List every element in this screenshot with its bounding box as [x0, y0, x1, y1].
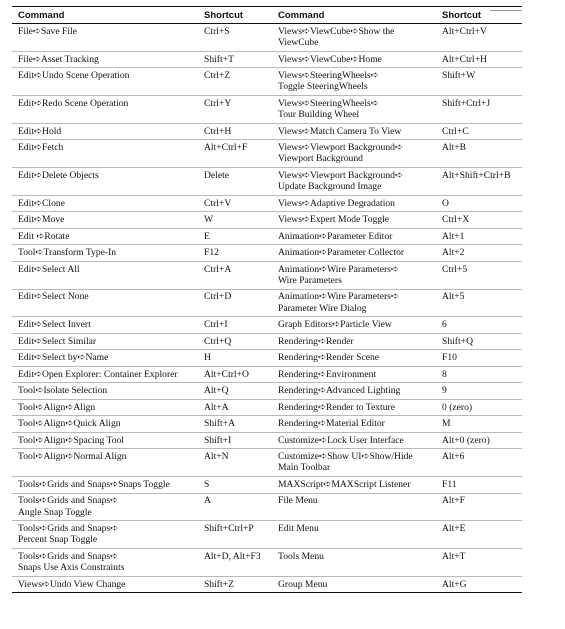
shortcut-cell — [198, 399, 272, 415]
cell-text: MAXScript➪MAXScript Listener — [278, 478, 411, 490]
table-row — [12, 24, 522, 52]
command-cell — [272, 140, 436, 168]
shortcut-cell — [436, 449, 522, 477]
command-cell — [12, 228, 198, 244]
cell-text: Views➪Adaptive Degradation — [278, 197, 395, 209]
command-cell — [12, 24, 198, 52]
cell-text: Alt+Q — [204, 385, 229, 397]
cell-text: Views➪SteeringWheels➪ — [278, 70, 379, 82]
table-row — [12, 212, 522, 228]
cell-text: Views➪ViewCube➪Home — [278, 53, 382, 65]
cell-text: Shift+T — [204, 53, 234, 65]
cell-text: Angle Snap Toggle — [18, 506, 92, 518]
shortcut-cell — [436, 51, 522, 67]
table-row — [12, 261, 522, 289]
shortcut-cell — [436, 68, 522, 96]
table-row — [12, 521, 522, 549]
cell-text: Views➪Viewport Background➪ — [278, 142, 403, 154]
cell-text: O — [442, 197, 449, 209]
cell-text: Views➪SteeringWheels➪ — [278, 97, 379, 109]
command-cell — [272, 289, 436, 317]
command-cell — [272, 383, 436, 399]
command-cell — [272, 123, 436, 139]
shortcut-table — [12, 6, 522, 593]
shortcut-cell — [436, 289, 522, 317]
shortcut-cell — [198, 549, 272, 577]
command-cell — [12, 399, 198, 415]
cell-text: Tool➪Align➪Spacing Tool — [18, 434, 124, 446]
shortcut-cell — [436, 399, 522, 415]
cell-text: Edit➪Select Similar — [18, 335, 97, 347]
cell-text: Ctrl+Y — [204, 97, 232, 109]
shortcut-cell — [436, 168, 522, 196]
shortcut-cell — [436, 123, 522, 139]
command-cell — [12, 123, 198, 139]
table-row — [12, 140, 522, 168]
table-row — [12, 383, 522, 399]
command-cell — [12, 261, 198, 289]
cell-text: Parameter Wire Dialog — [278, 302, 367, 314]
cell-text: Alt+Ctrl+O — [204, 368, 249, 380]
cell-text: Edit➪Select Invert — [18, 319, 91, 331]
table-row — [12, 168, 522, 196]
table-row — [12, 51, 522, 67]
cell-text: Rendering➪Render Scene — [278, 352, 380, 364]
shortcut-cell — [436, 212, 522, 228]
cell-text: ViewCube — [278, 37, 319, 49]
cell-text: Update Background Image — [278, 181, 382, 193]
shortcut-cell — [198, 168, 272, 196]
cell-text: Alt+B — [442, 142, 467, 154]
shortcut-cell — [198, 317, 272, 333]
cell-text: S — [204, 478, 210, 490]
table-row — [12, 416, 522, 432]
cell-text: Tool➪Align➪Quick Align — [18, 418, 121, 430]
shortcut-cell — [198, 383, 272, 399]
cell-text: Alt+2 — [442, 247, 465, 259]
shortcut-cell — [198, 477, 272, 493]
shortcut-cell — [436, 416, 522, 432]
cell-text: Views➪Expert Mode Toggle — [278, 214, 390, 226]
cell-text: Delete — [204, 169, 230, 181]
table-row — [12, 449, 522, 477]
shortcut-cell — [198, 212, 272, 228]
shortcut-cell — [198, 195, 272, 211]
command-cell — [272, 24, 436, 52]
command-cell — [272, 576, 436, 592]
command-cell — [12, 432, 198, 448]
shortcut-cell — [198, 245, 272, 261]
cell-text: Shift+I — [204, 434, 232, 446]
cell-text: Alt+D, Alt+F3 — [204, 550, 261, 562]
cell-text: Edit➪Redo Scene Operation — [18, 97, 129, 109]
cell-text: Views➪ViewCube➪Show the — [278, 25, 395, 37]
cell-text: Alt+Ctrl+F — [204, 142, 248, 154]
table-row — [12, 123, 522, 139]
table-row — [12, 96, 522, 124]
command-cell — [12, 549, 198, 577]
table-row — [12, 549, 522, 577]
shortcut-cell — [436, 333, 522, 349]
cell-text: Ctrl+H — [204, 125, 232, 137]
table-body — [12, 24, 522, 593]
command-cell — [12, 576, 198, 592]
shortcut-cell — [436, 432, 522, 448]
cell-text: File➪Asset Tracking — [18, 53, 99, 65]
shortcut-cell — [198, 96, 272, 124]
cell-text: Alt+Ctrl+V — [442, 25, 487, 37]
shortcut-cell — [436, 366, 522, 382]
shortcut-cell — [198, 140, 272, 168]
command-cell — [272, 51, 436, 67]
cell-text: 9 — [442, 385, 447, 397]
cell-text: Alt+Shift+Ctrl+B — [442, 169, 511, 181]
shortcut-cell — [198, 449, 272, 477]
cell-text: W — [204, 214, 214, 226]
shortcut-cell — [198, 24, 272, 52]
cell-text: Ctrl+S — [204, 25, 230, 37]
command-cell — [272, 350, 436, 366]
cell-text: F11 — [442, 478, 457, 490]
shortcut-cell — [198, 51, 272, 67]
command-cell — [272, 245, 436, 261]
cell-text: 8 — [442, 368, 447, 380]
command-cell — [12, 51, 198, 67]
cell-text: Alt+T — [442, 550, 466, 562]
cell-text: Edit Menu — [278, 523, 319, 535]
cell-text: Graph Editors➪Particle View — [278, 319, 392, 331]
cell-text: Tool➪Isolate Selection — [18, 385, 108, 397]
command-cell — [272, 493, 436, 521]
command-column-header: Command — [272, 7, 436, 24]
command-cell — [272, 96, 436, 124]
cell-text: Ctrl+Q — [204, 335, 232, 347]
shortcut-cell — [436, 195, 522, 211]
cell-text: F12 — [204, 247, 219, 259]
shortcut-cell — [436, 576, 522, 592]
command-cell — [272, 68, 436, 96]
table-row — [12, 195, 522, 211]
command-cell — [272, 432, 436, 448]
shortcut-cell — [198, 333, 272, 349]
shortcut-cell — [198, 350, 272, 366]
table-row — [12, 576, 522, 592]
command-cell — [272, 477, 436, 493]
cell-text: Rendering➪Render to Texture — [278, 401, 395, 413]
command-cell — [12, 416, 198, 432]
shortcut-cell — [436, 245, 522, 261]
command-cell — [12, 521, 198, 549]
command-cell — [12, 383, 198, 399]
command-cell — [272, 366, 436, 382]
cell-text: File➪Save File — [18, 25, 77, 37]
shortcut-table-container — [12, 6, 522, 593]
cell-text: Wire Parameters — [278, 274, 342, 286]
cell-text: Rendering➪Material Editor — [278, 418, 385, 430]
command-cell — [12, 449, 198, 477]
table-row — [12, 399, 522, 415]
shortcut-cell — [198, 521, 272, 549]
table-row — [12, 228, 522, 244]
cell-text: Tool➪Align➪Normal Align — [18, 451, 127, 463]
shortcut-cell — [436, 521, 522, 549]
cell-text: Views➪Match Camera To View — [278, 125, 402, 137]
shortcut-column-header: Shortcut — [436, 7, 522, 24]
table-row — [12, 432, 522, 448]
command-cell — [12, 212, 198, 228]
cell-text: Ctrl+C — [442, 125, 469, 137]
command-cell — [272, 416, 436, 432]
cell-text: A — [204, 495, 211, 507]
cell-text: Alt+1 — [442, 230, 465, 242]
shortcut-cell — [198, 576, 272, 592]
table-row — [12, 289, 522, 317]
top-rule-extension — [490, 10, 522, 11]
shortcut-cell — [436, 493, 522, 521]
table-row — [12, 477, 522, 493]
cell-text: Rendering➪Render — [278, 335, 354, 347]
table-row — [12, 366, 522, 382]
table-header — [12, 7, 522, 24]
cell-text: Edit➪Undo Scene Operation — [18, 70, 130, 82]
command-cell — [272, 521, 436, 549]
table-row — [12, 350, 522, 366]
shortcut-cell — [436, 317, 522, 333]
cell-text: Tools➪Grids and Snaps➪Snaps Toggle — [18, 478, 170, 490]
cell-text: Customize➪Show UI➪Show/Hide — [278, 451, 413, 463]
cell-text: Ctrl+V — [204, 197, 232, 209]
command-cell — [272, 195, 436, 211]
cell-text: Shift+Ctrl+P — [204, 523, 254, 535]
cell-text: Animation➪Parameter Editor — [278, 230, 393, 242]
cell-text: Alt+E — [442, 523, 466, 535]
cell-text: E — [204, 230, 210, 242]
cell-text: Ctrl+A — [204, 263, 232, 275]
command-cell — [12, 493, 198, 521]
cell-text: Alt+F — [442, 495, 466, 507]
shortcut-cell — [436, 350, 522, 366]
command-cell — [12, 366, 198, 382]
command-cell — [12, 317, 198, 333]
cell-text: Rendering➪Environment — [278, 368, 377, 380]
cell-text: Alt+N — [204, 451, 229, 463]
cell-text: Alt+Ctrl+H — [442, 53, 487, 65]
shortcut-cell — [198, 432, 272, 448]
cell-text: Edit➪Clone — [18, 197, 65, 209]
cell-text: Percent Snap Toggle — [18, 534, 98, 546]
cell-text: Ctrl+X — [442, 214, 470, 226]
cell-text: Animation➪Wire Parameters➪ — [278, 263, 399, 275]
cell-text: Shift+Q — [442, 335, 473, 347]
shortcut-cell — [436, 261, 522, 289]
shortcut-cell — [198, 261, 272, 289]
table-row — [12, 68, 522, 96]
table-row — [12, 493, 522, 521]
command-cell — [12, 68, 198, 96]
shortcut-cell — [198, 68, 272, 96]
cell-text: Shift+A — [204, 418, 235, 430]
cell-text: M — [442, 418, 451, 430]
cell-text: Tools➪Grids and Snaps➪ — [18, 550, 119, 562]
cell-text: Tour Building Wheel — [278, 109, 360, 121]
shortcut-cell — [436, 477, 522, 493]
cell-text: Edit ➪Rotate — [18, 230, 70, 242]
cell-text: Edit➪Select All — [18, 263, 80, 275]
command-cell — [272, 212, 436, 228]
command-cell — [12, 333, 198, 349]
command-cell — [12, 168, 198, 196]
cell-text: Animation➪Wire Parameters➪ — [278, 291, 399, 303]
cell-text: Views➪Undo View Change — [18, 578, 126, 590]
command-cell — [272, 168, 436, 196]
header-row — [12, 7, 522, 24]
command-cell — [12, 477, 198, 493]
shortcut-cell — [436, 140, 522, 168]
cell-text: Ctrl+5 — [442, 263, 468, 275]
cell-text: Viewport Background — [278, 153, 363, 165]
cell-text: Animation➪Parameter Collector — [278, 247, 405, 259]
table-row — [12, 245, 522, 261]
table-row — [12, 333, 522, 349]
cell-text: Main Toolbar — [278, 462, 331, 474]
cell-text: Toggle SteeringWheels — [278, 81, 368, 93]
cell-text: File Menu — [278, 495, 318, 507]
cell-text: Alt+5 — [442, 291, 465, 303]
shortcut-cell — [436, 24, 522, 52]
shortcut-cell — [436, 383, 522, 399]
command-cell — [12, 195, 198, 211]
cell-text: Alt+A — [204, 401, 229, 413]
cell-text: Alt+6 — [442, 451, 465, 463]
cell-text: Alt+G — [442, 578, 467, 590]
cell-text: Ctrl+D — [204, 291, 232, 303]
cell-text: Edit➪Hold — [18, 125, 62, 137]
cell-text: Snaps Use Axis Constraints — [18, 562, 125, 574]
shortcut-column-header: Shortcut — [198, 7, 272, 24]
cell-text: Group Menu — [278, 578, 328, 590]
cell-text: Shift+Ctrl+J — [442, 97, 491, 109]
cell-text: Alt+0 (zero) — [442, 434, 490, 446]
command-cell — [272, 399, 436, 415]
command-cell — [272, 549, 436, 577]
table-row — [12, 317, 522, 333]
command-cell — [272, 228, 436, 244]
cell-text: H — [204, 352, 211, 364]
cell-text: Shift+Z — [204, 578, 234, 590]
cell-text: Tools Menu — [278, 550, 324, 562]
cell-text: Tool➪Transform Type-In — [18, 247, 117, 259]
command-column-header: Command — [12, 7, 198, 24]
shortcut-cell — [198, 416, 272, 432]
cell-text: Tools➪Grids and Snaps➪ — [18, 523, 119, 535]
command-cell — [12, 289, 198, 317]
command-cell — [12, 350, 198, 366]
cell-text: Edit➪Select None — [18, 291, 89, 303]
shortcut-cell — [198, 123, 272, 139]
cell-text: 0 (zero) — [442, 401, 473, 413]
shortcut-cell — [436, 96, 522, 124]
shortcut-cell — [198, 228, 272, 244]
cell-text: F10 — [442, 352, 457, 364]
cell-text: Tools➪Grids and Snaps➪ — [18, 495, 119, 507]
command-cell — [272, 261, 436, 289]
shortcut-cell — [198, 493, 272, 521]
command-cell — [272, 317, 436, 333]
shortcut-cell — [436, 549, 522, 577]
cell-text: Views➪Viewport Background➪ — [278, 169, 403, 181]
cell-text: Edit➪Delete Objects — [18, 169, 99, 181]
cell-text: 6 — [442, 319, 447, 331]
cell-text: Edit➪Open Explorer: Container Explorer — [18, 368, 178, 380]
cell-text: Tool➪Align➪Align — [18, 401, 96, 413]
cell-text: Edit➪Fetch — [18, 142, 64, 154]
cell-text: Ctrl+Z — [204, 70, 231, 82]
cell-text: Edit➪Select by➪Name — [18, 352, 109, 364]
command-cell — [272, 449, 436, 477]
cell-text: Ctrl+I — [204, 319, 228, 331]
cell-text: Customize➪Lock User Interface — [278, 434, 404, 446]
cell-text: Rendering➪Advanced Lighting — [278, 385, 401, 397]
cell-text: Edit➪Move — [18, 214, 65, 226]
shortcut-cell — [436, 228, 522, 244]
command-cell — [12, 245, 198, 261]
cell-text: Shift+W — [442, 70, 476, 82]
shortcut-cell — [198, 366, 272, 382]
command-cell — [12, 140, 198, 168]
command-cell — [12, 96, 198, 124]
command-cell — [272, 333, 436, 349]
shortcut-cell — [198, 289, 272, 317]
